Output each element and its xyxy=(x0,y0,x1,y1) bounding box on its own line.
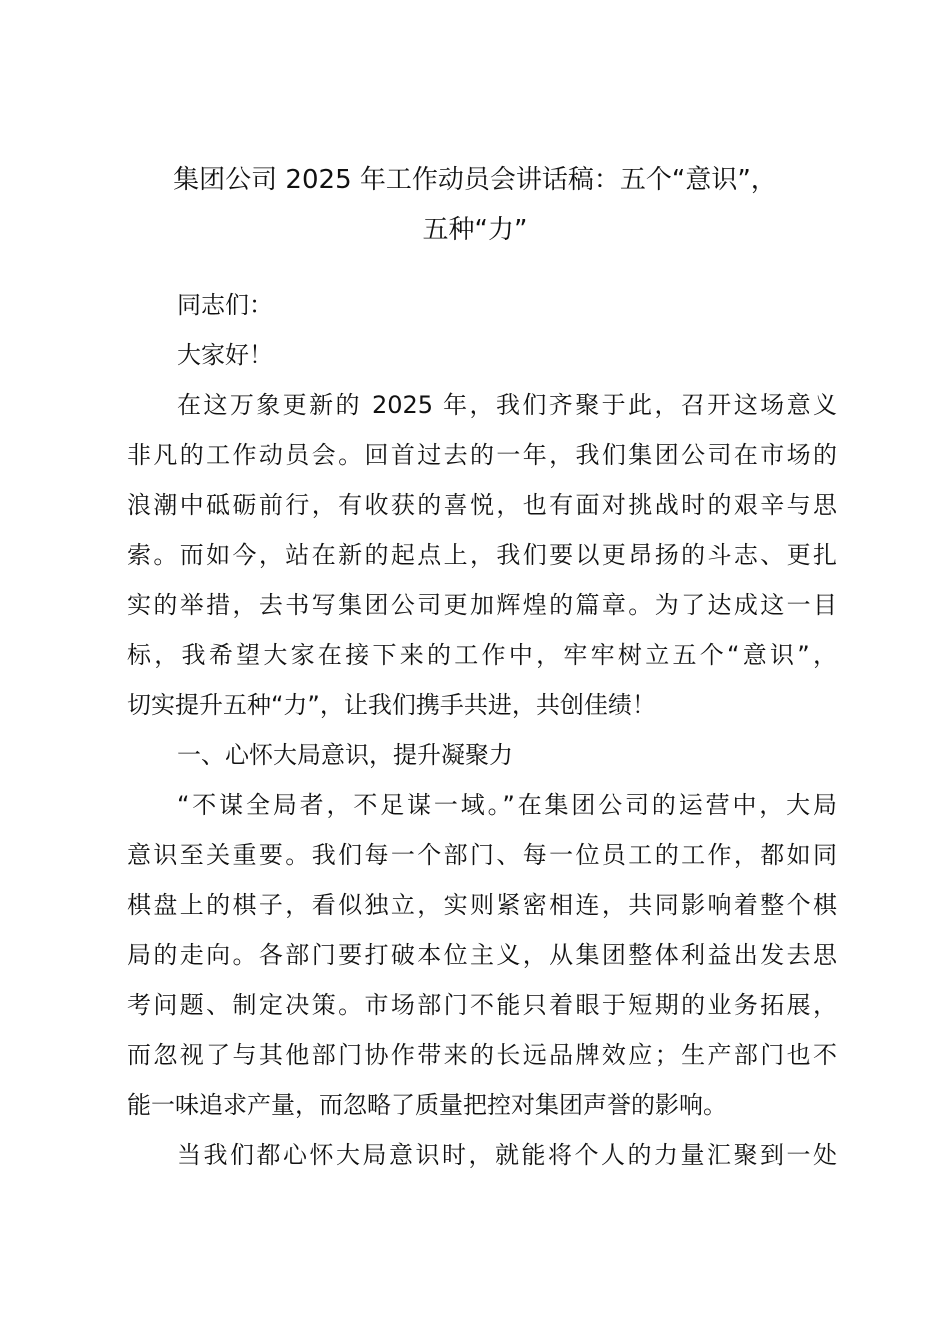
document-title-line-1: 集团公司 2025 年工作动员会讲话稿：五个“意识”， xyxy=(173,165,777,195)
paragraph-line: 而忽视了与其他部门协作带来的长远品牌效应；生产部门也不 xyxy=(127,1041,837,1069)
section1-paragraph-2 xyxy=(127,1130,837,1180)
paragraph-line: 意识至关重要。我们每一个部门、每一位员工的工作，都如同 xyxy=(127,841,837,869)
paragraph-line: 索。而如今，站在新的起点上，我们要以更昂扬的斗志、更扎 xyxy=(127,541,837,569)
paragraph-line: 实的举措，去书写集团公司更加辉煌的篇章。为了达成这一目 xyxy=(127,591,837,619)
paragraph-line: 切实提升五种“力”，让我们携手共进，共创佳绩！ xyxy=(127,691,656,719)
paragraph-line: 棋盘上的棋子，看似独立，实则紧密相连，共同影响着整个棋 xyxy=(127,891,837,919)
paragraph-line: 考问题、制定决策。市场部门不能只着眼于短期的业务拓展， xyxy=(127,991,837,1019)
greeting: 同志们： xyxy=(177,291,273,319)
paragraph-line: “不谋全局者，不足谋一域。”在集团公司的运营中，大局 xyxy=(177,791,837,819)
intro-paragraph xyxy=(127,380,837,730)
hello: 大家好！ xyxy=(177,341,273,369)
paragraph-line: 非凡的工作动员会。回首过去的一年，我们集团公司在市场的 xyxy=(127,441,837,469)
paragraph-line: 标，我希望大家在接下来的工作中，牢牢树立五个“意识”， xyxy=(127,641,837,669)
document-body xyxy=(127,280,837,1180)
section-heading: 一、心怀大局意识，提升凝聚力 xyxy=(177,741,513,769)
document-title-line-2: 五种“力” xyxy=(422,215,528,245)
paragraph-line: 在这万象更新的 2025 年，我们齐聚于此，召开这场意义 xyxy=(177,391,837,419)
paragraph-line: 浪潮中砥砺前行，有收获的喜悦，也有面对挑战时的艰辛与思 xyxy=(127,491,837,519)
paragraph-line: 局的走向。各部门要打破本位主义，从集团整体利益出发去思 xyxy=(127,941,837,969)
paragraph-line: 能一味追求产量，而忽略了质量把控对集团声誉的影响。 xyxy=(127,1091,727,1119)
section1-paragraph-1 xyxy=(127,780,837,1130)
paragraph-line: 当我们都心怀大局意识时，就能将个人的力量汇聚到一处 xyxy=(177,1141,837,1169)
